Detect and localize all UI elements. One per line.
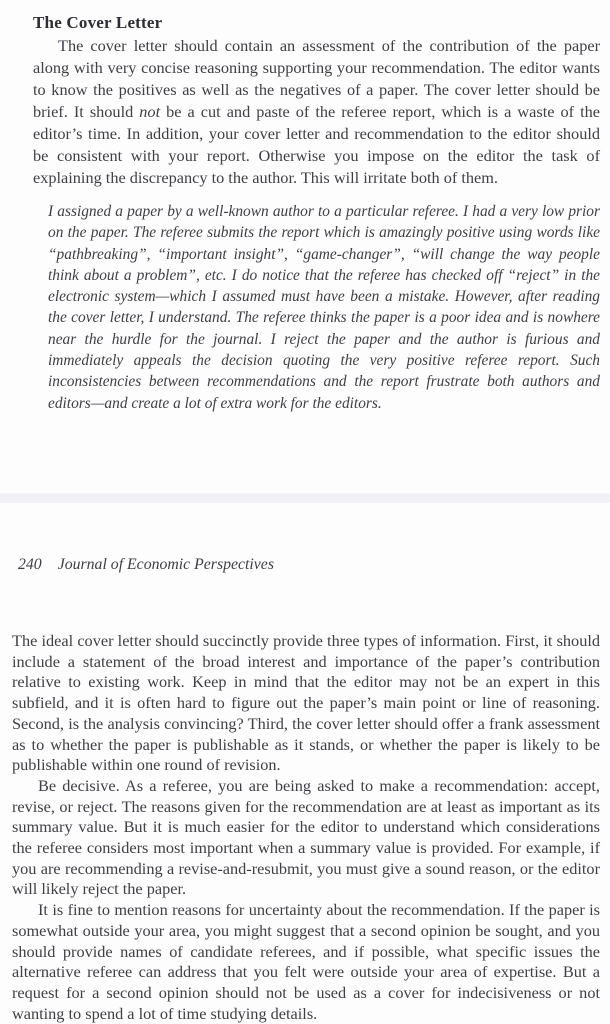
journal-title: Journal of Economic Perspectives <box>57 556 274 573</box>
opening-paragraph-text: The cover letter should contain an assessment of the contribution of the paper along with very concise reasoning supporting your recommendation. The editor wants to know the positives as well as the negatives of a paper. The cover letter should be brief. It should <box>33 36 600 121</box>
opening-paragraph-text-continued: be a cut and paste of the referee report, which is a waste of the editor’s time. In addition, your cover letter and recommendation to the editor should be consistent with your report. Otherwise you impose on the editor the task of explaining the discrepancy to the author. This will irritate both of them. <box>33 102 600 187</box>
page-two-content <box>12 631 600 1024</box>
body-paragraph: Be decisive. As a referee, you are being asked to make a recommendation: accept, revise, or reject. The reasons given for the recommendation are at least as important as its summary value. But it is much easier for the editor to understand which considerations the referee considers most important when a summary value is provided. For example, if you are recommending a revise-and-resubmit, you must give a sound reason, or the editor will likely reject the paper. <box>12 775 600 899</box>
body-paragraph: The ideal cover letter should succinctly provide three types of information. First, it should include a statement of the broad interest and importance of the paper’s contribution relative to existing work. Keep in mind that the editor may not be an expert in this subfield, and it is often hard to figure out the paper’s main point or line of reasoning. Second, is the analysis convincing? Third, the cover letter should offer a frank assessment as to whether the paper is publishable as it stands, or whether the paper is likely to be publishable within one round of revision. <box>12 631 600 775</box>
page-separator-band <box>0 493 610 503</box>
page-number: 240 <box>18 556 42 573</box>
body-paragraph: It is fine to mention reasons for uncertainty about the recommendation. If the paper is somewhat outside your area, you might suggest that a second opinion be sought, and you should provide names of candidate referees, and if possible, what specific issues the alternative referee can address that you felt were outside your area of expertise. But a request for a second opinion should not be used as a cover for indecisiveness or not wanting to spend a lot of time studying details. <box>12 900 600 1023</box>
section-heading: The Cover Letter <box>33 13 163 32</box>
running-header <box>18 554 274 576</box>
emphasized-word: not <box>139 102 161 121</box>
anecdote-blockquote: I assigned a paper by a well-known author to a particular referee. I had a very low prior on the paper. The referee submits the report which is amazingly positive using words like “pathbreaking”, “important insight”, “game-changer”, “will change the way people think about a problem”, etc. I do notice that the referee has checked off “reject” in the electronic system—which I assumed must have been a mistake. However, after reading the cover letter, I understand. The referee thinks the paper is a poor idea and is nowhere near the hurdle for the journal. I reject the paper and the author is furious and immediately appeals the decision quoting the very positive referee report. Such inconsistencies between recommendations and the report frustrate both authors and editors—and create a lot of extra work for the editors. <box>48 203 600 412</box>
page-one-content <box>33 11 600 414</box>
opening-paragraph <box>33 35 600 189</box>
